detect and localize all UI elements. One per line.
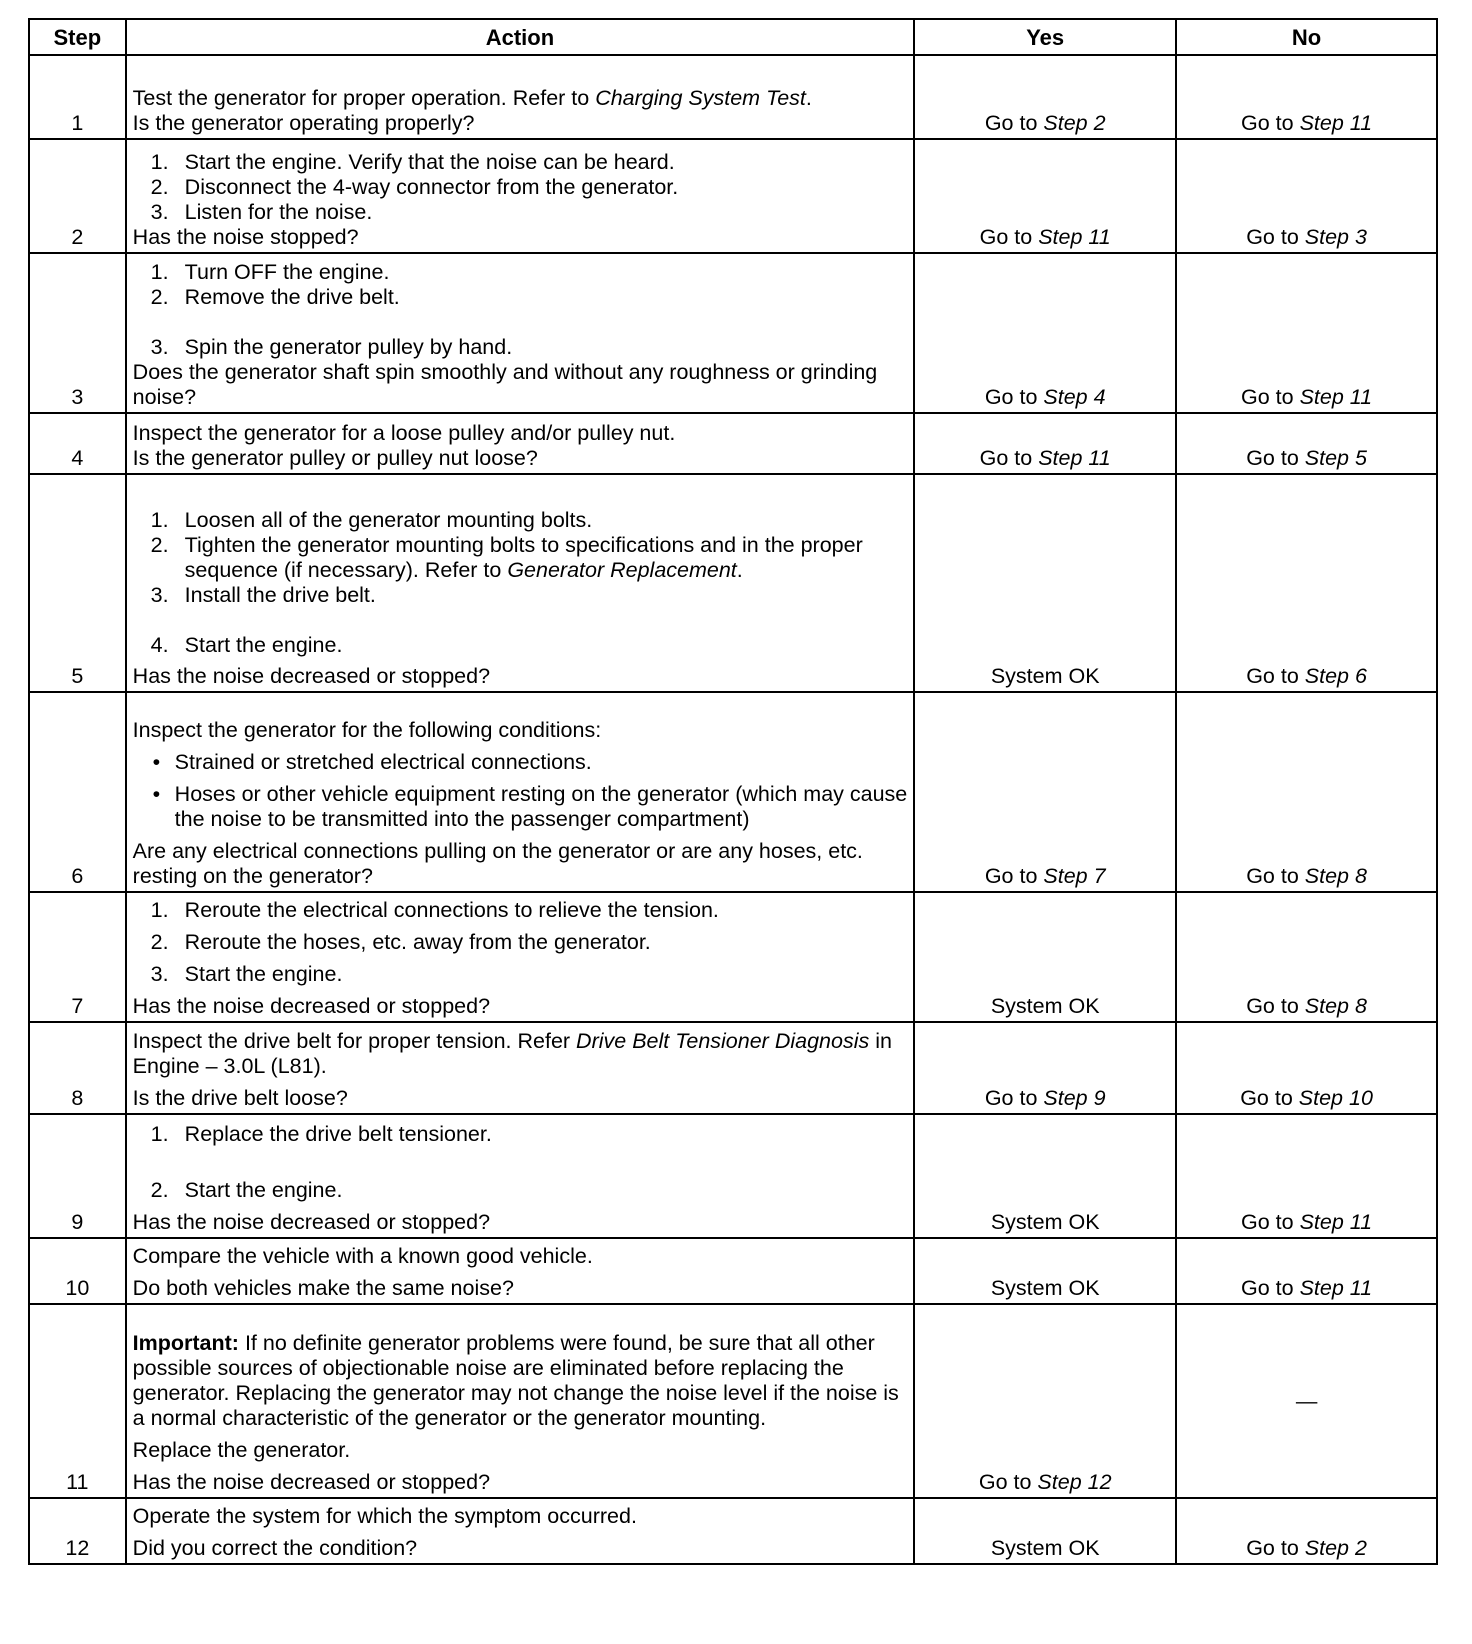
yes-cell: Go to Step 11 (914, 413, 1176, 474)
action-intro: Inspect the drive belt for proper tension. Refer Drive Belt Tensioner Diagnosis in Engine – 3.0L (L81). (132, 1029, 892, 1078)
no-cell: Go to Step 11 (1176, 1238, 1437, 1304)
reference-link[interactable]: Drive Belt Tensioner Diagnosis (576, 1029, 870, 1053)
yes-cell: System OK (914, 1238, 1176, 1304)
action-step-item: 1. Start the engine. Verify that the noise can be heard. (150, 150, 675, 174)
reference-link[interactable]: Charging System Test (595, 86, 806, 110)
action-step-item: 2. Disconnect the 4-way connector from the generator. (150, 175, 679, 199)
header-step: Step (29, 19, 126, 55)
action-cell (126, 55, 915, 139)
yes-step-link[interactable]: Step 12 (1037, 1470, 1112, 1494)
action-steps (133, 260, 908, 360)
action-intro: Operate the system for which the symptom occurred. (132, 1504, 637, 1528)
step-number: 10 (29, 1238, 126, 1304)
no-step-link[interactable]: Step 8 (1304, 994, 1367, 1018)
table-row (29, 55, 1437, 139)
no-cell: Go to Step 6 (1176, 474, 1437, 692)
action-intro: Inspect the generator for the following conditions: (132, 718, 602, 742)
action-steps (133, 898, 908, 987)
condition-item: • Hoses or other vehicle equipment resting on the generator (which may cause the noise to be transmitted into the passenger compartment) (152, 782, 908, 831)
action-step-item: 1. Replace the drive belt tensioner. (150, 1122, 492, 1146)
action-question: Is the drive belt loose? (132, 1086, 348, 1110)
action-step-item: 2. Start the engine. (150, 1178, 343, 1202)
action-steps (133, 1122, 908, 1203)
no-cell: Go to Step 2 (1176, 1498, 1437, 1564)
important-label: Important: (132, 1331, 239, 1355)
step-number: 6 (29, 692, 126, 892)
step-number: 2 (29, 139, 126, 253)
yes-cell: System OK (914, 892, 1176, 1022)
yes-step-link[interactable]: Step 11 (1038, 225, 1111, 249)
header-yes: Yes (914, 19, 1176, 55)
table-row (29, 413, 1437, 474)
table-row (29, 1304, 1437, 1498)
action-step-item: 3. Start the engine. (150, 962, 343, 986)
yes-step-link[interactable]: Step 7 (1043, 864, 1106, 888)
table-row (29, 892, 1437, 1022)
table-row (29, 1114, 1437, 1238)
step-number: 9 (29, 1114, 126, 1238)
action-step-item: 1. Turn OFF the engine. (150, 260, 390, 284)
no-cell: Go to Step 8 (1176, 692, 1437, 892)
no-cell: Go to Step 8 (1176, 892, 1437, 1022)
action-step-item: 1. Loosen all of the generator mounting bolts. (150, 508, 593, 532)
header-action: Action (126, 19, 915, 55)
action-cell (126, 1498, 915, 1564)
reference-link[interactable]: Generator Replacement (507, 558, 737, 582)
action-instruction: Replace the generator. (132, 1438, 351, 1462)
yes-cell: Go to Step 7 (914, 692, 1176, 892)
no-cell: Go to Step 11 (1176, 55, 1437, 139)
step-number: 4 (29, 413, 126, 474)
no-step-link[interactable]: Step 11 (1299, 1210, 1373, 1234)
action-step-item: 3. Spin the generator pulley by hand. (150, 335, 513, 359)
action-step-item: 2. Tighten the generator mounting bolts to specifications and in the proper sequence (if necessary). Refer to Generator Replacement. (150, 533, 863, 582)
header-row (29, 19, 1437, 55)
action-question: Did you correct the condition? (132, 1536, 418, 1560)
action-cell (126, 413, 915, 474)
yes-cell: Go to Step 11 (914, 139, 1176, 253)
table-row (29, 474, 1437, 692)
bullet-icon: • (152, 750, 161, 774)
action-question: Has the noise decreased or stopped? (132, 664, 491, 688)
table-row (29, 1238, 1437, 1304)
step-number: 5 (29, 474, 126, 692)
action-intro: Test the generator for proper operation. Refer to Charging System Test. (132, 86, 812, 110)
action-cell (126, 692, 915, 892)
diagnostic-table (28, 18, 1438, 1565)
no-step-link[interactable]: Step 10 (1298, 1086, 1373, 1110)
step-number: 12 (29, 1498, 126, 1564)
action-question: Is the generator pulley or pulley nut loose? (132, 446, 538, 470)
yes-cell: Go to Step 9 (914, 1022, 1176, 1114)
yes-step-link[interactable]: Step 9 (1043, 1086, 1106, 1110)
yes-cell: System OK (914, 1498, 1176, 1564)
action-steps (133, 508, 908, 658)
action-step-item: 4. Start the engine. (150, 633, 343, 657)
no-cell: — (1176, 1304, 1437, 1498)
action-intro: Compare the vehicle with a known good vehicle. (132, 1244, 593, 1268)
action-steps (133, 150, 908, 225)
no-cell: Go to Step 3 (1176, 139, 1437, 253)
condition-item: • Strained or stretched electrical connections. (152, 750, 592, 774)
condition-list (133, 750, 908, 832)
no-step-link[interactable]: Step 8 (1304, 864, 1367, 888)
yes-step-link[interactable]: Step 11 (1038, 446, 1111, 470)
step-number: 3 (29, 253, 126, 413)
bullet-icon: • (152, 782, 161, 806)
action-cell (126, 253, 915, 413)
action-question: Has the noise decreased or stopped? (132, 1210, 491, 1234)
no-step-link[interactable]: Step 11 (1299, 1276, 1373, 1300)
yes-cell: Go to Step 4 (914, 253, 1176, 413)
no-step-link[interactable]: Step 2 (1304, 1536, 1367, 1560)
action-cell (126, 1114, 915, 1238)
step-number: 11 (29, 1304, 126, 1498)
important-note: Important: If no definite generator problems were found, be sure that all other possible sources of objectionable noise are eliminated before replacing the generator. Replacing the generator may not change the noise level if the noise is a normal characteristic of the generator or the generator mounting. (132, 1331, 899, 1430)
no-cell: Go to Step 11 (1176, 253, 1437, 413)
action-step-item: 2. Reroute the hoses, etc. away from the generator. (150, 930, 651, 954)
action-step-item: 3. Install the drive belt. (150, 583, 376, 607)
action-question: Has the noise decreased or stopped? (132, 1470, 491, 1494)
step-number: 8 (29, 1022, 126, 1114)
action-cell (126, 892, 915, 1022)
action-question: Does the generator shaft spin smoothly and without any roughness or grinding noise? (132, 360, 878, 409)
no-step-link[interactable]: Step 3 (1304, 225, 1367, 249)
header-no: No (1176, 19, 1437, 55)
no-cell: Go to Step 10 (1176, 1022, 1437, 1114)
no-step-link[interactable]: Step 11 (1299, 385, 1373, 409)
action-intro: Inspect the generator for a loose pulley and/or pulley nut. (132, 421, 676, 445)
no-cell: Go to Step 5 (1176, 413, 1437, 474)
no-step-link[interactable]: Step 11 (1299, 111, 1373, 135)
action-cell (126, 474, 915, 692)
action-question: Are any electrical connections pulling on the generator or are any hoses, etc. resting on the generator? (132, 839, 863, 888)
yes-step-link[interactable]: Step 4 (1043, 385, 1106, 409)
yes-step-link[interactable]: Step 2 (1043, 111, 1106, 135)
step-number: 7 (29, 892, 126, 1022)
no-step-link[interactable]: Step 5 (1304, 446, 1367, 470)
action-step-item: 2. Remove the drive belt. (150, 285, 400, 309)
table-row (29, 139, 1437, 253)
action-cell (126, 1304, 915, 1498)
action-question: Has the noise stopped? (132, 225, 359, 249)
no-cell: Go to Step 11 (1176, 1114, 1437, 1238)
yes-cell: System OK (914, 474, 1176, 692)
yes-cell: Go to Step 2 (914, 55, 1176, 139)
action-cell (126, 1022, 915, 1114)
step-number: 1 (29, 55, 126, 139)
table-row (29, 253, 1437, 413)
yes-cell: Go to Step 12 (914, 1304, 1176, 1498)
action-question: Do both vehicles make the same noise? (132, 1276, 514, 1300)
action-cell (126, 1238, 915, 1304)
table-row (29, 692, 1437, 892)
action-cell (126, 139, 915, 253)
action-step-item: 1. Reroute the electrical connections to relieve the tension. (150, 898, 719, 922)
action-step-item: 3. Listen for the noise. (150, 200, 373, 224)
no-step-link[interactable]: Step 6 (1304, 664, 1367, 688)
yes-cell: System OK (914, 1114, 1176, 1238)
action-question: Has the noise decreased or stopped? (132, 994, 491, 1018)
table-row (29, 1022, 1437, 1114)
action-question: Is the generator operating properly? (132, 111, 475, 135)
table-row (29, 1498, 1437, 1564)
